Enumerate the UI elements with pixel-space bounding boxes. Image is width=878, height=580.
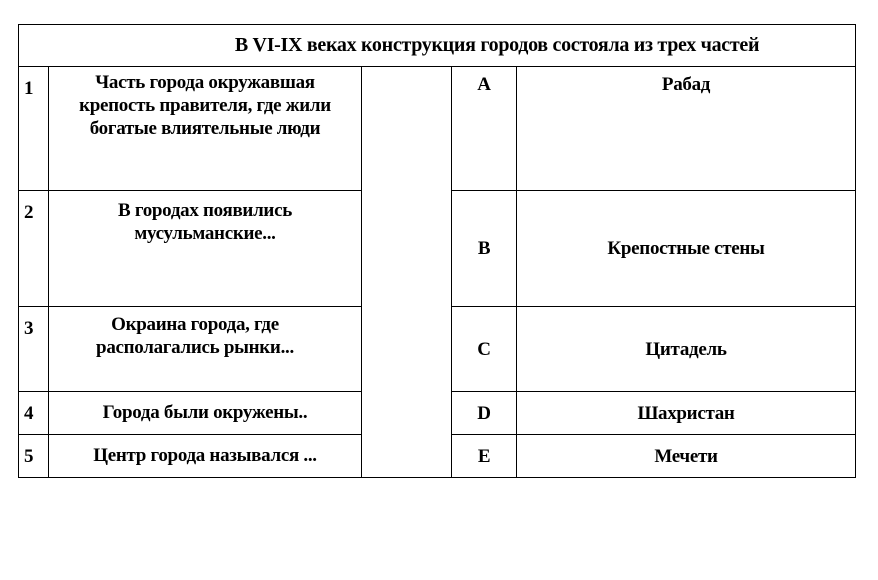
answer-letter-d: D — [451, 391, 517, 435]
matching-table — [18, 24, 856, 478]
answer-text-b: Крепостные стены — [516, 190, 856, 307]
question-number-1: 1 — [18, 66, 49, 191]
answer-letter-c: C — [451, 306, 517, 392]
answer-letter-e: E — [451, 434, 517, 478]
question-text-5: Центр города назывался ... — [48, 434, 362, 478]
answer-letter-b: B — [451, 190, 517, 307]
question-number-4: 4 — [18, 391, 49, 435]
spacer-column — [361, 66, 452, 478]
question-number-2: 2 — [18, 190, 49, 307]
table-title: В VI-IX веках конструкция городов состояла из трех частей — [18, 24, 856, 67]
question-number-3: 3 — [18, 306, 49, 392]
answer-text-a: Рабад — [516, 66, 856, 191]
question-number-5: 5 — [18, 434, 49, 478]
question-text-1: Часть города окружавшая крепость правителя, где жили богатые влиятельные люди — [48, 66, 362, 191]
question-text-3: Окраина города, где располагались рынки... — [48, 306, 362, 392]
answer-text-e: Мечети — [516, 434, 856, 478]
answer-text-c: Цитадель — [516, 306, 856, 392]
answer-text-d: Шахристан — [516, 391, 856, 435]
question-text-2: В городах появились мусульманские... — [48, 190, 362, 307]
answer-letter-a: A — [451, 66, 517, 191]
question-text-4: Города были окружены.. — [48, 391, 362, 435]
